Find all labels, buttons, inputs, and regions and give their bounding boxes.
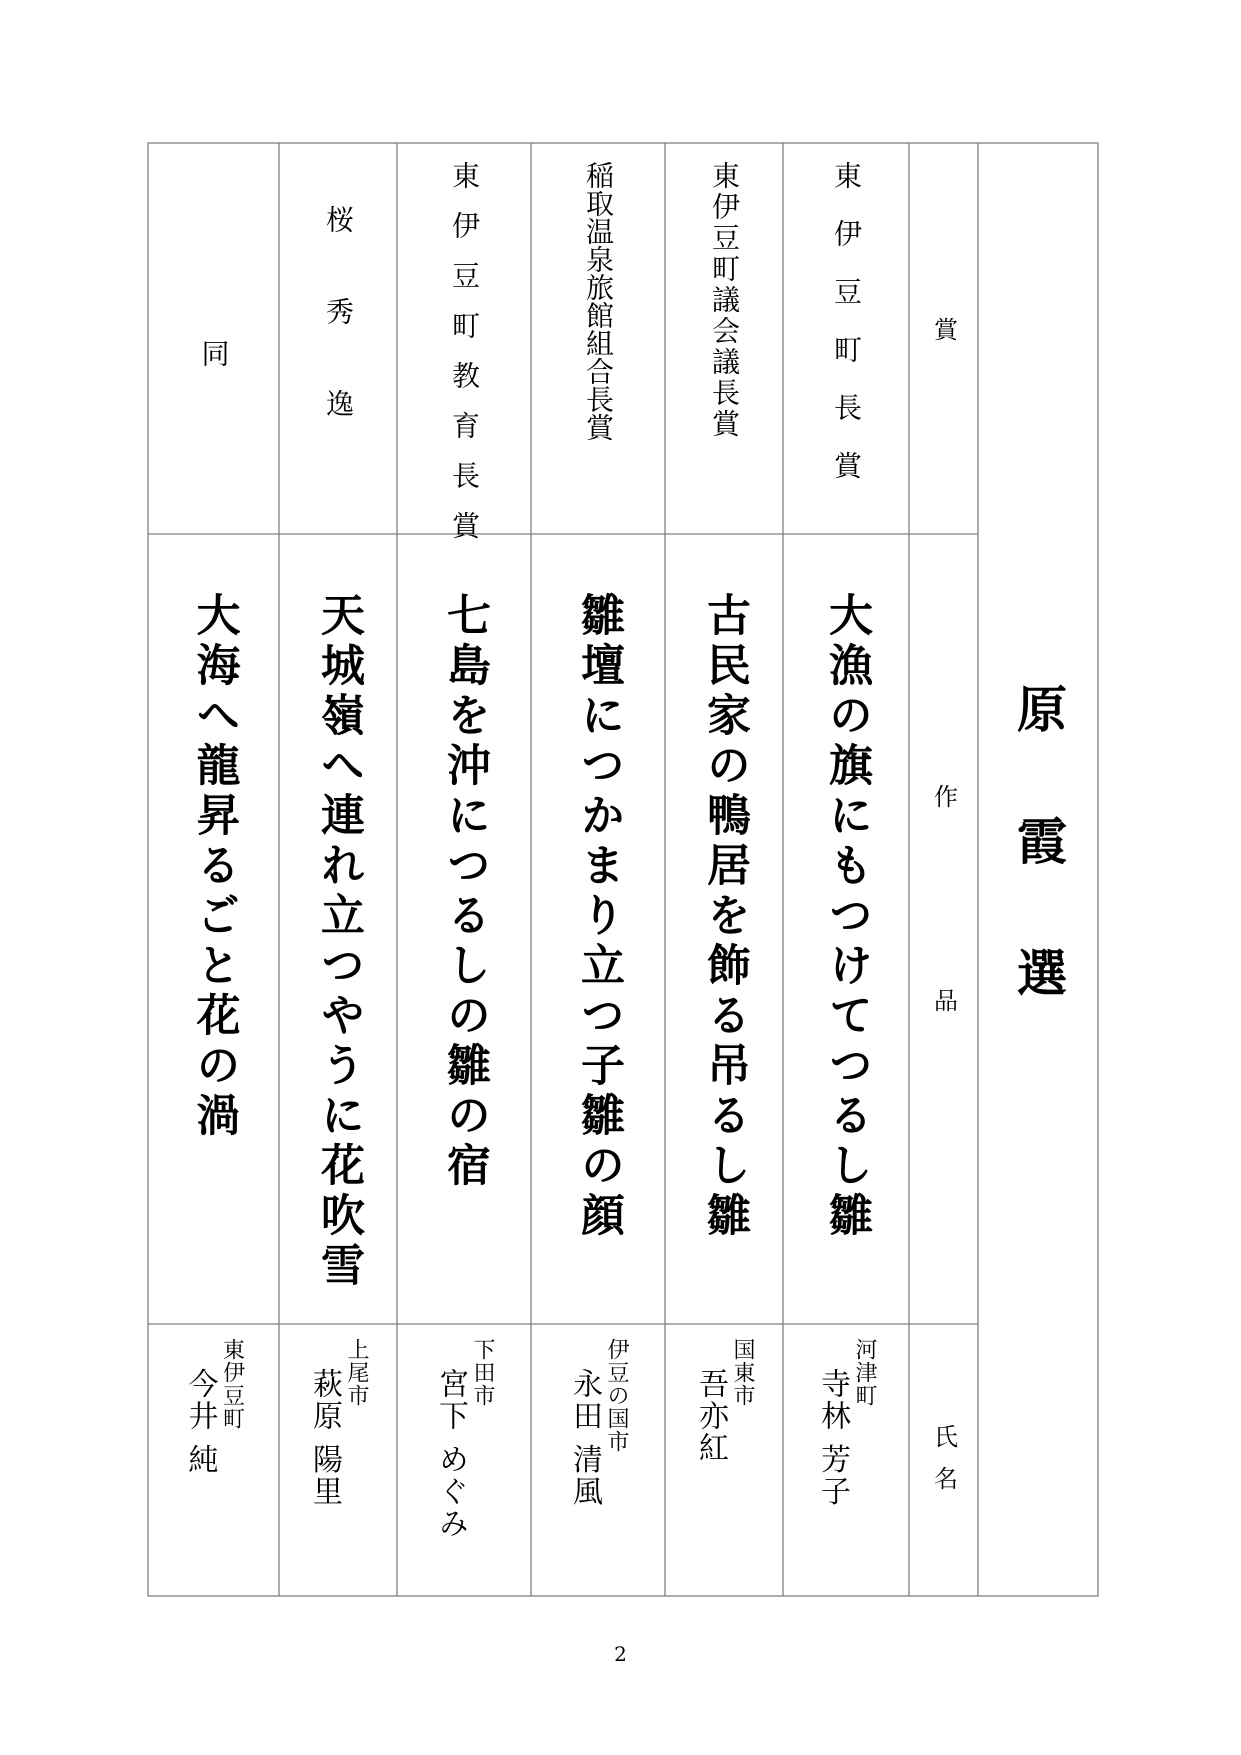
award-name: 東伊豆町教育長賞 [448, 161, 481, 561]
haiku-text: 大漁の旗にもつけてつるし雛 [821, 592, 872, 1242]
header-award: 賞 [929, 317, 958, 341]
haiku-text: 大海へ龍昇るごと花の渦 [188, 592, 240, 1142]
author-name: 永田 清風 [567, 1368, 602, 1508]
header-award-cell [909, 143, 978, 534]
page-number: 2 [614, 1642, 627, 1666]
award-cell [148, 143, 279, 534]
haiku-text: 雛壇につかまり立つ子雛の顔 [573, 592, 624, 1242]
author-cell [531, 1324, 665, 1596]
award-cell [665, 143, 783, 534]
haiku-cell [665, 534, 783, 1324]
haiku-cell [148, 534, 279, 1324]
award-name: 稲取温泉旅館組合長賞 [582, 161, 615, 441]
award-cell [397, 143, 531, 561]
author-name: 寺林 芳子 [815, 1368, 850, 1508]
author-place: 東伊豆町 [219, 1338, 245, 1430]
author-place: 下田市 [470, 1338, 495, 1407]
haiku-cell [279, 534, 397, 1324]
author-name: 萩原 陽里 [307, 1368, 342, 1508]
author-place: 国東市 [730, 1338, 755, 1407]
award-cell [783, 143, 909, 534]
haiku-cell [397, 534, 531, 1324]
header-name: 氏名 [929, 1424, 958, 1508]
selection-title: 原霞選 [1009, 683, 1067, 1079]
author-place: 上尾市 [344, 1338, 369, 1407]
author-cell [397, 1324, 531, 1596]
haiku-cell [531, 534, 665, 1324]
author-name: 今井 純 [182, 1368, 218, 1476]
author-name: 宮下 めぐみ [433, 1368, 468, 1540]
author-cell [665, 1324, 783, 1596]
award-name: 東伊豆町議会議長賞 [708, 161, 741, 440]
author-cell [279, 1324, 397, 1596]
header-name-cell [909, 1324, 978, 1596]
header-work-cell [909, 534, 978, 1324]
haiku-text: 七島を沖につるしの雛の宿 [439, 592, 490, 1192]
award-name: 同 [197, 339, 231, 367]
haiku-text: 天城嶺へ連れ立つやうに花吹雪 [313, 592, 364, 1292]
header-work: 作品 [929, 784, 958, 1192]
author-place: 河津町 [852, 1338, 877, 1407]
award-cell [279, 143, 397, 534]
award-name: 東伊豆町長賞 [830, 161, 863, 509]
award-cell [531, 143, 665, 534]
author-cell [783, 1324, 909, 1596]
award-name: 桜秀逸 [322, 205, 355, 481]
author-place: 伊豆の国市 [604, 1338, 629, 1453]
author-cell [148, 1324, 279, 1596]
haiku-cell [783, 534, 909, 1324]
haiku-text: 古民家の鴨居を飾る吊るし雛 [699, 592, 750, 1242]
author-name: 吾亦紅 [693, 1368, 728, 1464]
selection-title-cell [978, 143, 1098, 1596]
